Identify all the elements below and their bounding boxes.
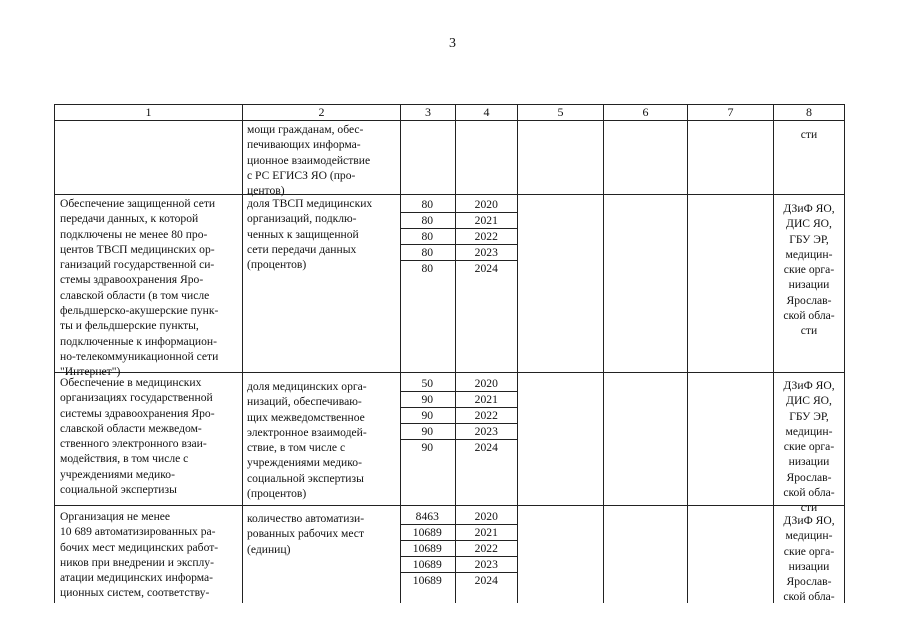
target-value: 10689 [400, 573, 456, 588]
row-divider [55, 194, 845, 195]
target-year: 2021 [474, 526, 498, 539]
measures-table [54, 104, 845, 603]
target-row [400, 197, 517, 213]
target-row [400, 261, 517, 276]
target-row [400, 408, 517, 424]
target-row [400, 376, 517, 392]
target-year: 2022 [474, 542, 498, 555]
target-value: 80 [400, 229, 456, 244]
executors-cell: сти [800, 128, 818, 141]
target-year: 2020 [474, 510, 498, 523]
target-row [400, 424, 517, 440]
target-row [400, 229, 517, 245]
column-header: 6 [642, 105, 649, 119]
column-divider [687, 105, 688, 603]
column-divider [844, 105, 845, 603]
target-value: 90 [400, 440, 456, 455]
row-divider [55, 505, 845, 506]
measure-cell: Организация не менее 10 689 автоматизированных ра- бочих мест медицинских работ- ников при внедрении и эксплу- атации медицинских информа- ционных систем, соответству- [60, 510, 219, 600]
target-row [400, 245, 517, 261]
target-values [400, 376, 517, 455]
target-year: 2021 [474, 393, 498, 406]
target-year: 2020 [474, 198, 498, 211]
column-divider [603, 105, 604, 603]
executors-cell: ДЗиФ ЯО, ДИС ЯО, ГБУ ЭР, медицин- ские орга- низации Ярослав- ской обла- сти [783, 202, 835, 338]
target-value: 80 [400, 261, 456, 276]
target-value: 8463 [400, 509, 456, 524]
column-divider [242, 105, 243, 603]
page-number: 3 [449, 36, 456, 51]
target-values [400, 197, 517, 276]
target-row [400, 392, 517, 408]
target-year: 2022 [474, 230, 498, 243]
executors-cell: ДЗиФ ЯО, ДИС ЯО, ГБУ ЭР, медицин- ские орга- низации Ярослав- ской обла- сти [783, 379, 835, 515]
target-row [400, 213, 517, 229]
target-value: 80 [400, 197, 456, 212]
target-values [400, 509, 517, 588]
target-value: 10689 [400, 525, 456, 540]
target-value: 90 [400, 424, 456, 439]
executors-cell: ДЗиФ ЯО, медицин- ские орга- низации Ярослав- ской обла- [783, 514, 835, 604]
target-row [400, 440, 517, 455]
header-bottom-rule [55, 120, 845, 121]
target-row [400, 557, 517, 573]
column-header: 5 [557, 105, 564, 119]
target-year: 2021 [474, 214, 498, 227]
column-header: 7 [727, 105, 734, 119]
target-year: 2024 [474, 441, 498, 454]
target-value: 80 [400, 213, 456, 228]
indicator-cell: доля медицинских орга- низаций, обеспечиваю- щих межведомственное электронное взаимодей- ствие, в том числе с учреждениями медико- социальной экспертизы (процентов) [247, 380, 367, 501]
indicator-cell: доля ТВСП медицинских организаций, подклю- ченных к защищенной сети передачи данных (процентов) [247, 197, 373, 272]
indicator-cell: количество автоматизи- рованных рабочих мест (единиц) [247, 512, 365, 556]
target-year: 2024 [474, 574, 498, 587]
target-year: 2024 [474, 262, 498, 275]
column-header: 1 [145, 105, 152, 119]
target-year: 2023 [474, 246, 498, 259]
target-year: 2020 [474, 377, 498, 390]
indicator-cell: мощи гражданам, обес- печивающих информа- ционное взаимодействие с РС ЕГИСЗ ЯО (про- центов) [247, 123, 371, 198]
target-value: 80 [400, 245, 456, 260]
target-value: 50 [400, 376, 456, 391]
target-row [400, 509, 517, 525]
target-year: 2023 [474, 558, 498, 571]
measure-cell: Обеспечение защищенной сети передачи данных, к которой подключены не менее 80 про- центов ТВСП медицинских ор- ганизаций государственной си- стемы здравоохранения Яро- славской области (в том числе фельдшерско-акушерские пунк- ты и фельдшерские пункты, подключенные к информацион- но-телекоммуникационной сети "Интернет") [60, 197, 219, 379]
target-value: 90 [400, 392, 456, 407]
column-header: 4 [483, 105, 490, 119]
target-year: 2023 [474, 425, 498, 438]
target-row [400, 573, 517, 588]
target-value: 10689 [400, 541, 456, 556]
target-row [400, 541, 517, 557]
column-divider [517, 105, 518, 603]
measure-cell: Обеспечение в медицинских организациях государственной системы здравоохранения Яро- славской области межведом- ственного электронного взаи- модействия, в том числе с учреждениями медико- социальной экспертизы [60, 376, 215, 497]
target-row [400, 525, 517, 541]
target-value: 10689 [400, 557, 456, 572]
target-year: 2022 [474, 409, 498, 422]
column-header: 3 [425, 105, 431, 119]
target-value: 90 [400, 408, 456, 423]
column-header: 2 [318, 105, 325, 119]
column-header: 8 [806, 105, 812, 119]
